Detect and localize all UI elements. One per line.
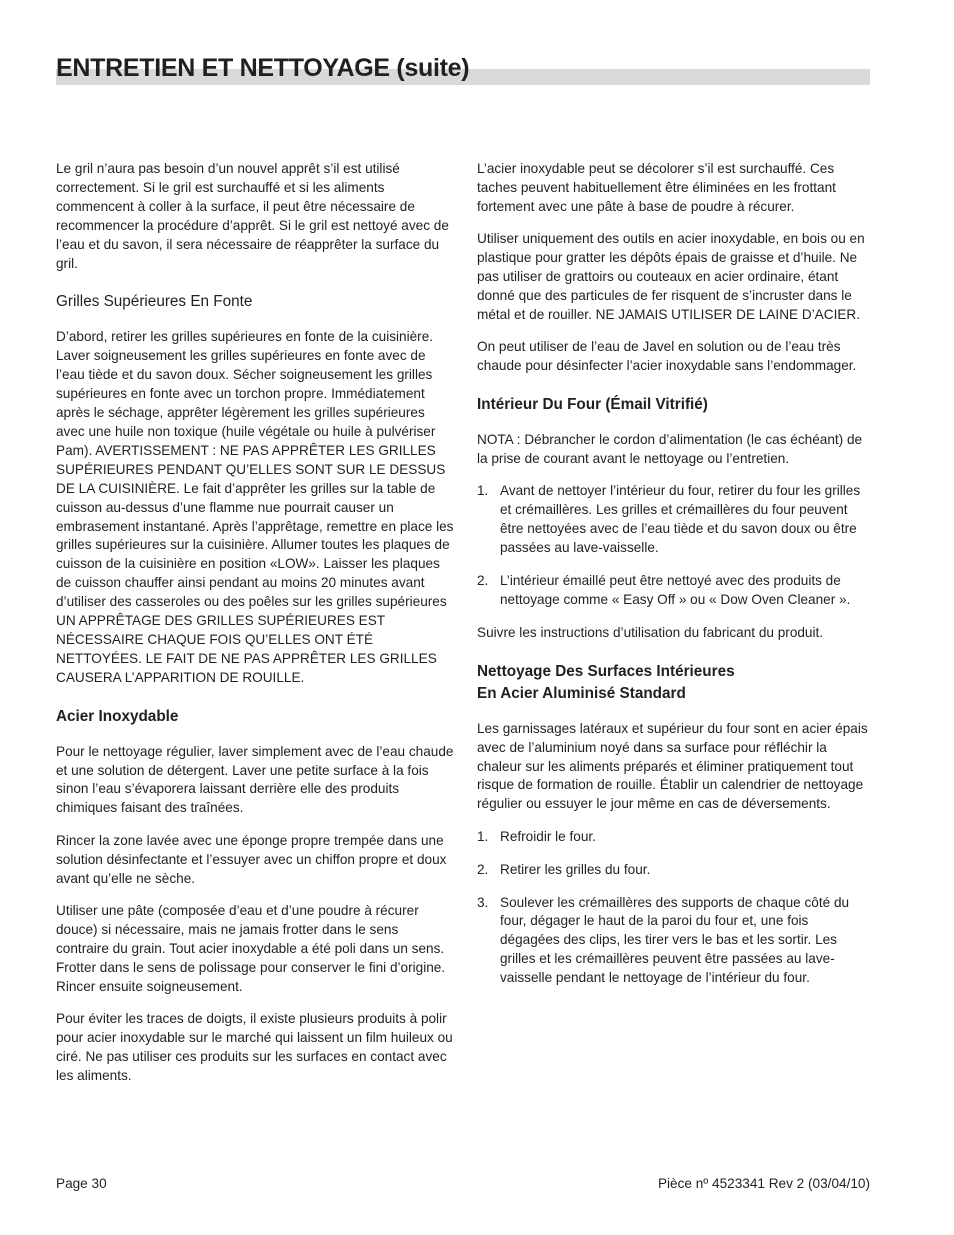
list-item-number: 2. xyxy=(477,573,489,588)
acier-paragraph-3: Utiliser une pâte (composée d’eau et d’une poudre à récurer douce) si nécessaire, mais ne jamais frotter dans le sens contraire du grain. Tout acier inoxydable a été poli dans un sens. Frotter dans le sens de polissage pour conserver le fini d’origine. Rincer ensuite soigneusement. xyxy=(56,903,446,994)
list-item xyxy=(477,482,871,558)
list-item xyxy=(477,861,871,880)
page-number: Page 30 xyxy=(56,1176,107,1191)
list-item-number: 1. xyxy=(477,483,489,499)
alu-steps-list xyxy=(477,828,871,988)
acier-paragraph-1: Pour le nettoyage régulier, laver simplement avec de l’eau chaude et une solution de détergent. Laver une petite surface à la fois sinon l’eau s’évaporera laissant derrière elle des produits chimiques faisant des traînées. xyxy=(56,743,454,816)
list-item xyxy=(477,572,871,610)
acier-paragraph-2: Rincer la zone lavée avec une éponge propre trempée dans une solution désinfectante et l’essuyer avec un chiffon propre et doux avant qu’elle ne sèche. xyxy=(56,832,447,886)
list-item xyxy=(477,894,871,989)
list-item-text: Soulever les crémaillères des supports de chaque côté du four, dégager le haut de la paroi du four et, une fois dégagées des clips, les tirer vers le bas et les sortir. Les grilles et les crémaillères peuvent être passées au lave-vaisselle pendant le nettoyage de l’intérieur du four. xyxy=(500,894,850,986)
part-number: Pièce nº 4523341 Rev 2 (03/04/10) xyxy=(657,1176,870,1191)
list-item xyxy=(477,828,871,847)
intro-paragraph: Le gril n’aura pas besoin d’un nouvel apprêt s’il est utilisé correctement. Si le gril est surchauffé et si les aliments commencent à coller à la surface, il peut être nécessaire de recommencer la procédure d’apprêt. Si le gril est nettoyé avec de l’eau et du savon, il sera nécessaire de réapprêter la surface du gril. xyxy=(56,161,449,271)
grilles-paragraph: D’abord, retirer les grilles supérieures en fonte de la cuisinière. Laver soigneusement les grilles supérieures en fonte avec de l’eau tiède et du savon doux. Sécher soigneusement les grilles supérieures en fonte avec un torchon propre. Immédiatement après le séchage, apprêter légèrement les grilles supérieures avec une huile non toxique (huile végétale ou huile à pulvériser Pam). AVERTISSEMENT : NE PAS APPRÊTER LES GRILLES SUPÉRIEURES PENDANT QU’ELLES SONT SUR LE DESSUS DE LA CUISINIÈRE. Le fait d’apprêter les grilles sur la table de cuisson au-dessus d’une flamme nue pourrait causer un embrasement instantané. Après l’apprêtage, remettre en place les grilles supérieures sur la cuisinière. Allumer toutes les plaques de cuisson de la cuisinière en position «LOW». Laisser les plaques de cuisson chauffer ainsi pendant au moins 20 minutes avant d’utiliser des casseroles ou des poêles sur les grilles supérieures UN APPRÊTAGE DES GRILLES SUPÉRIEURES EST NÉCESSAIRE CHAQUE FOIS QU’ELLES ONT ÉTÉ NETTOYÉES. LE FAIT DE NE PAS APPRÊTER LES GRILLES CAUSERA L’APPARITION DE ROUILLE. xyxy=(56,329,454,685)
bleach-paragraph: On peut utiliser de l’eau de Javel en solution ou de l’eau très chaude pour désinfecter l’acier inoxydable sans l’endommager. xyxy=(477,339,857,374)
four-heading: Intérieur Du Four (Émail Vitrifié) xyxy=(477,396,708,414)
discoloration-paragraph: L’acier inoxydable peut se décolorer s’il est surchauffé. Ces taches peuvent habituellement être éliminées en les frottant fortement avec une pâte à base de poudre à récurer. xyxy=(477,161,836,214)
list-item-text: Retirer les grilles du four. xyxy=(500,861,651,877)
list-item-number: 1. xyxy=(477,828,489,844)
acier-heading: Acier Inoxydable xyxy=(56,707,179,725)
list-item-text: Avant de nettoyer l’intérieur du four, retirer du four les grilles et crémaillères. Les grilles et crémaillères du four peuvent être nettoyées avec de l’eau tiède et du savon doux ou être passées au lave-vaisselle. xyxy=(500,483,861,556)
alu-heading-line-2: En Acier Aluminisé Standard xyxy=(477,684,686,702)
grilles-heading: Grilles Supérieures En Fonte xyxy=(56,293,253,311)
tools-paragraph: Utiliser uniquement des outils en acier inoxydable, en bois ou en plastique pour gratter les dépôts épais de graisse et d’huile. Ne pas utiliser de grattoirs ou couteaux en acier ordinaire, étant donné que des particules de fer risquent de s’incruster dans le métal et de rouiller. NE JAMAIS UTILISER DE LAINE D’ACIER. xyxy=(477,231,865,322)
alu-heading xyxy=(477,661,871,705)
four-steps-list xyxy=(477,482,871,609)
alu-paragraph: Les garnissages latéraux et supérieur du four sont en acier épais avec de l’aluminium noyé dans sa surface pour réfléchir la chaleur sur les aliments préparés et éliminer pratiquement tout risque de formation de rouille. Établir un calendrier de nettoyage régulier ou essuyer le jour même en cas de déversements. xyxy=(477,720,868,812)
suivre-paragraph: Suivre les instructions d’utilisation du fabricant du produit. xyxy=(477,624,824,640)
left-column xyxy=(56,160,454,1099)
alu-heading-line-1: Nettoyage Des Surfaces Intérieures xyxy=(477,662,735,680)
acier-paragraph-4: Pour éviter les traces de doigts, il existe plusieurs produits à polir pour acier inoxydable sur le marché qui laissent un film huileux ou ciré. Ne pas utiliser ces produits sur les surfaces en contact avec les aliments. xyxy=(56,1011,453,1083)
list-item-text: L’intérieur émaillé peut être nettoyé avec des produits de nettoyage comme « Easy Off » ou « Dow Oven Cleaner ». xyxy=(500,573,851,607)
list-item-number: 2. xyxy=(477,861,489,877)
list-item-text: Refroidir le four. xyxy=(500,828,596,844)
right-column xyxy=(477,160,871,1002)
page-title: ENTRETIEN ET NETTOYAGE (suite) xyxy=(56,54,470,82)
list-item-number: 3. xyxy=(477,894,489,910)
nota-paragraph: NOTA : Débrancher le cordon d’alimentation (le cas échéant) de la prise de courant avant le nettoyage ou l’entretien. xyxy=(477,432,863,466)
